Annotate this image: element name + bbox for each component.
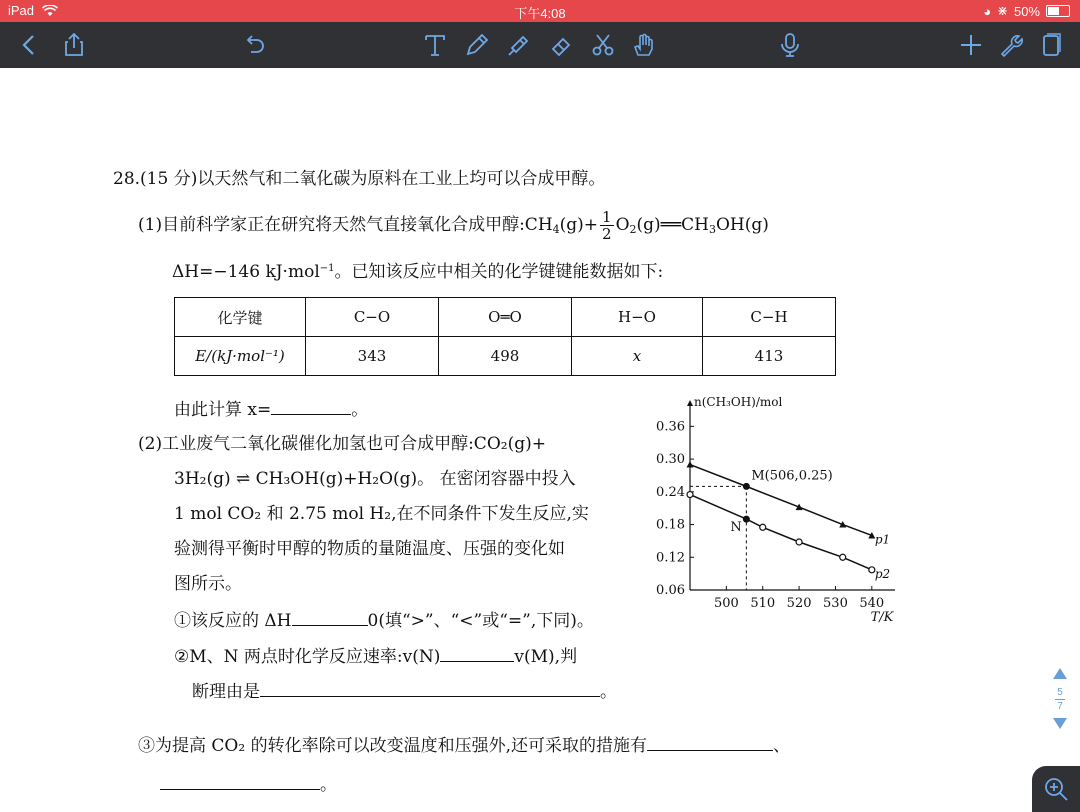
undo-icon[interactable] — [238, 28, 272, 62]
status-time: 下午4:08 — [514, 6, 566, 21]
subq1-text: ①该反应的 ΔH — [174, 611, 292, 631]
part1-end: OH(g) — [715, 215, 769, 235]
status-bar — [0, 0, 1080, 22]
series-label-p1: p1 — [874, 532, 891, 547]
subq3-line2 — [160, 773, 337, 796]
pager-divider — [1055, 699, 1065, 700]
table-cell: 498 — [439, 337, 572, 376]
answer-blank-measure1[interactable] — [647, 734, 773, 751]
part1-text: (1)目前科学家正在研究将天然气直接氧化合成甲醇:CH — [138, 215, 553, 235]
table-header-row — [175, 298, 836, 337]
data-point — [840, 554, 846, 560]
add-icon[interactable] — [954, 28, 988, 62]
part1-sub2: 2 — [629, 223, 637, 236]
data-point — [687, 461, 694, 468]
answer-blank-x[interactable] — [271, 398, 351, 415]
table-header-cell: 化学键 — [175, 298, 306, 337]
bond-energy-table — [174, 297, 836, 376]
wrench-icon[interactable] — [994, 28, 1028, 62]
table-header-cell: O═O — [439, 298, 572, 337]
part1-sub4: 4 — [552, 223, 560, 236]
subq3-end: 。 — [320, 775, 337, 795]
part1-line — [138, 209, 769, 242]
answer-blank-measure2[interactable] — [160, 773, 320, 790]
subq2-tail: v(M),判 — [514, 647, 578, 667]
data-point — [760, 524, 766, 530]
question-number: 28. — [113, 169, 141, 189]
fraction-denominator: 2 — [602, 225, 612, 243]
total-pages: 7 — [1057, 701, 1063, 712]
microphone-icon[interactable] — [773, 28, 807, 62]
back-icon[interactable] — [12, 28, 46, 62]
table-cell: 413 — [703, 337, 836, 376]
calc-text: 由此计算 x= — [174, 400, 272, 420]
answer-blank-rate[interactable] — [440, 645, 514, 662]
part1-rest: (g)══CH — [636, 215, 709, 235]
device-name: iPad — [8, 3, 35, 18]
half-fraction — [600, 209, 614, 242]
y-tick-label: 0.18 — [656, 517, 685, 533]
part2-line4: 验测得平衡时甲醇的物质的量随温度、压强的变化如 — [174, 539, 565, 559]
highlighter-icon[interactable] — [502, 28, 536, 62]
page-icon[interactable] — [1034, 28, 1068, 62]
annotation-label-m: M(506,0.25) — [751, 468, 833, 484]
y-tick-label: 0.12 — [656, 550, 685, 566]
part2-line5: 图所示。 — [174, 574, 242, 594]
x-tick-label: 500 — [713, 596, 739, 611]
eraser-icon[interactable] — [544, 28, 578, 62]
lock-rotation-icon: ◕ — [983, 3, 992, 19]
y-tick-label: 0.24 — [656, 484, 685, 500]
x-axis-label: T/K — [870, 610, 894, 625]
part2-line1: (2)工业废气二氧化碳催化加氢也可合成甲醇:CO₂(g)+ — [138, 434, 546, 454]
part2-line3: 1 mol CO₂ 和 2.75 mol H₂,在不同条件下发生反应,实 — [174, 504, 589, 524]
x-tick-label: 510 — [750, 596, 776, 611]
subq3-line — [138, 734, 790, 757]
current-page: 5 — [1057, 687, 1063, 698]
page-navigator — [1048, 668, 1072, 742]
subq3-sep: 、 — [772, 736, 790, 756]
table-header-cell: C−O — [306, 298, 439, 337]
subq1-tail: 0(填“>”、“<”或“=”,下同)。 — [367, 611, 594, 631]
battery-percent: 50% — [1013, 3, 1040, 19]
subq3-text: ③为提高 CO₂ 的转化率除可以改变温度和压强外,还可采取的措施有 — [138, 736, 647, 756]
toolbar — [0, 22, 1080, 68]
fraction-numerator: 1 — [602, 208, 612, 226]
table-header-cell: H−O — [572, 298, 703, 337]
question-line — [113, 168, 605, 190]
page-down-icon[interactable] — [1053, 718, 1067, 729]
subq2-text: ②M、N 两点时化学反应速率:v(N) — [174, 647, 441, 667]
zoom-in-icon[interactable] — [1032, 766, 1080, 812]
part1-sub3: 3 — [708, 223, 716, 236]
text-tool-icon[interactable] — [418, 28, 452, 62]
data-point — [687, 492, 693, 498]
y-axis-label: n(CH₃OH)/mol — [694, 395, 783, 409]
table-cell: 343 — [306, 337, 439, 376]
y-axis-arrow — [687, 400, 693, 406]
subq1-line — [174, 609, 594, 632]
table-row — [175, 337, 836, 376]
hand-icon[interactable] — [626, 28, 660, 62]
delta-h-text: ΔH=−146 kJ·mol — [172, 262, 320, 282]
answer-blank-dh[interactable] — [292, 609, 368, 626]
part1-o2: O — [615, 215, 630, 235]
x-tick-label: 520 — [786, 596, 812, 611]
page-up-icon[interactable] — [1053, 668, 1067, 679]
y-tick-label: 0.36 — [656, 419, 685, 435]
x-tick-label: 540 — [859, 596, 885, 611]
methanol-chart — [640, 395, 900, 630]
series-label-p2: p2 — [874, 566, 891, 581]
part2-line2: 3H₂(g) ⇌ CH₃OH(g)+H₂O(g)。 在密闭容器中投入 — [174, 469, 576, 489]
calc-end: 。 — [351, 400, 369, 420]
subq2-reason-line — [192, 680, 617, 703]
share-icon[interactable] — [57, 28, 91, 62]
answer-blank-reason[interactable] — [260, 680, 600, 697]
pen-icon[interactable] — [460, 28, 494, 62]
subq2-line — [174, 645, 577, 668]
delta-h-sup: −1 — [319, 263, 335, 274]
delta-h-tail: 。已知该反应中相关的化学键键能数据如下: — [334, 262, 664, 282]
table-header-cell: C−H — [703, 298, 836, 337]
table-row-label: E/(kJ·mol⁻¹) — [175, 337, 306, 376]
part1-g: (g)+ — [559, 215, 599, 235]
y-tick-label: 0.30 — [656, 452, 685, 468]
scissors-icon[interactable] — [586, 28, 620, 62]
data-point — [796, 539, 802, 545]
y-tick-label: 0.06 — [656, 583, 685, 598]
annotation-point — [743, 483, 750, 490]
x-tick-label: 530 — [823, 596, 848, 611]
subq2-reason: 断理由是 — [192, 682, 260, 702]
annotation-label-n: N — [730, 520, 742, 536]
bluetooth-icon: ⋇ — [997, 3, 1008, 18]
calc-line — [174, 398, 368, 421]
status-right — [983, 3, 1070, 19]
delta-h-line — [172, 258, 663, 283]
subq2-end: 。 — [600, 682, 617, 702]
annotation-point — [743, 516, 750, 523]
question-head: (15 分)以天然气和二氧化碳为原料在工业上均可以合成甲醇。 — [140, 169, 606, 189]
battery-icon — [1046, 5, 1070, 17]
table-cell: x — [572, 337, 703, 376]
